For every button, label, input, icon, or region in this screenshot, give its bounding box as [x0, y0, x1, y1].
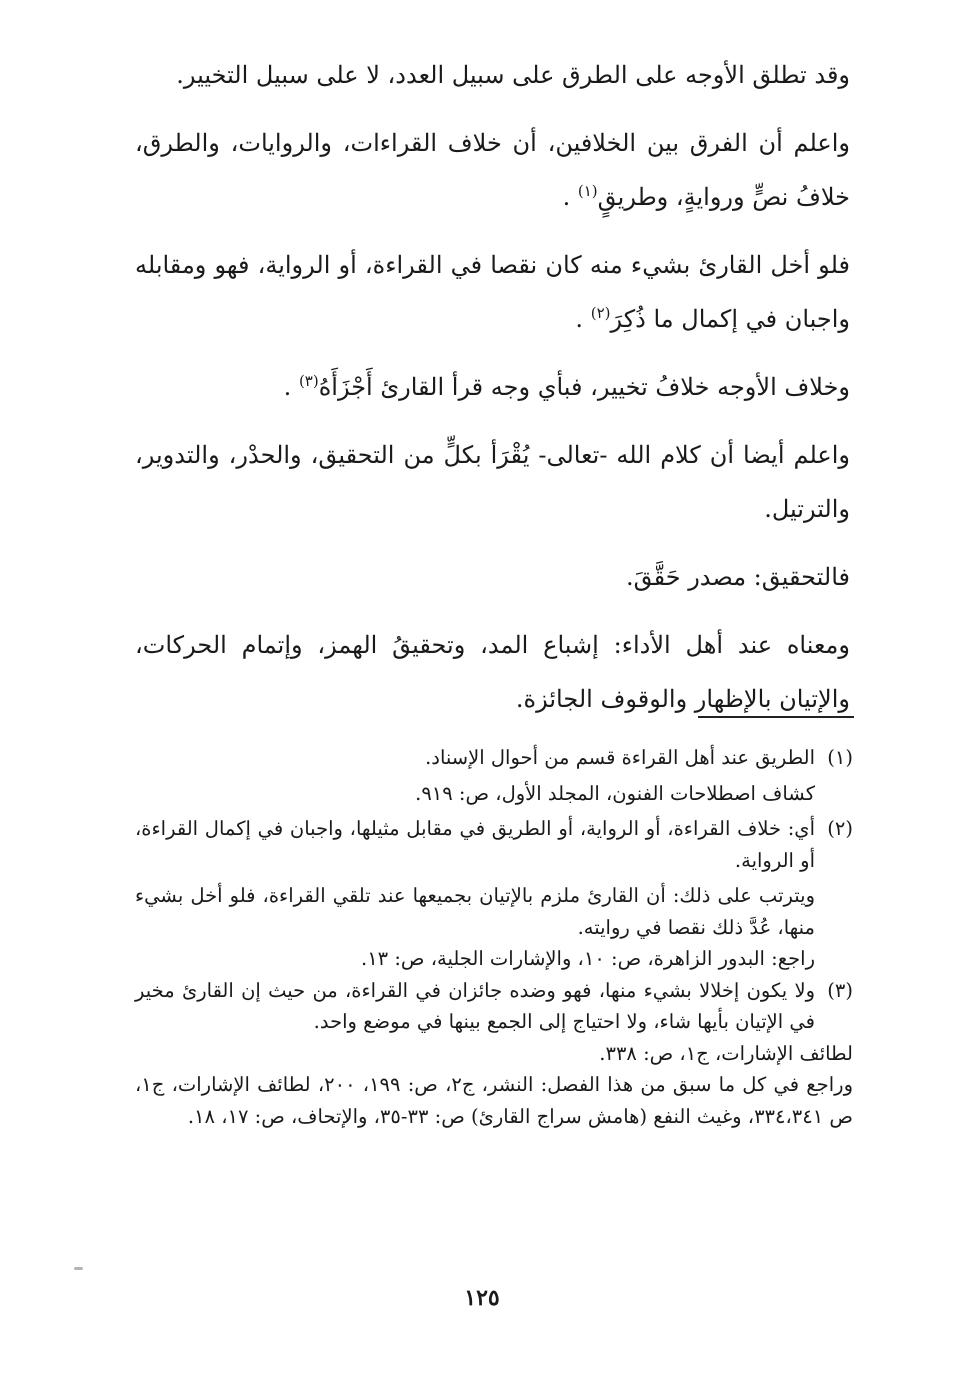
footnote-line: وراجع في كل ما سبق من هذا الفصل: النشر، ج٢، ص: ١٩٩، ٢٠٠، لطائف الإشارات، ج١، ص ٣٣٤،٣٤١، وغيث النفع (هامش سراج القارئ) ص: ٣٣-٣٥، والإتحاف، ص: ١٧، ١٨.	[135, 1073, 853, 1128]
paragraph-7: ومعناه عند أهل الأداء: إشباع المد، وتحقيقُ الهمز، وإتمام الحركات، والإتيان بالإظهار والوقوف الجائزة.	[135, 631, 851, 713]
paragraph-4: وخلاف الأوجه خلافُ تخيير، فبأي وجه قرأ القارئ أَجْزَأَهُ$^{(٣)}$ .	[283, 372, 850, 401]
footnote-number: (٢)	[827, 817, 853, 840]
scan-speck	[74, 1267, 83, 1270]
main-text	[135, 48, 850, 740]
footnote-2	[135, 813, 853, 876]
paragraph-5: واعلم أيضا أن كلام الله -تعالى- يُقْرَأ بكلٍّ من التحقيق، والحدْر، والتدوير، والترتيل.	[135, 441, 851, 523]
footnote-ref-1[interactable]: (١)	[577, 182, 598, 200]
footnote-line: راجع: البدور الزاهرة، ص: ١٠، والإشارات الجلية، ص: ١٣.	[361, 947, 815, 970]
footnote-number: (٣)	[827, 978, 853, 1002]
footnote-3	[135, 975, 853, 1038]
footnote-ref-2[interactable]: (٢)	[590, 304, 611, 322]
footnote-line: أي: خلاف القراءة، أو الرواية، أو الطريق في مقابل مثيلها، واجبان في إكمال القراءة، أو الرواية.	[135, 817, 815, 872]
footnote-number: (١)	[827, 746, 853, 769]
footnote-ref-3[interactable]: (٣)	[298, 372, 319, 390]
footnote-line: كشاف اصطلاحات الفنون، المجلد الأول، ص: ٩١٩.	[415, 781, 815, 805]
footnote-line: لطائف الإشارات، ج١، ص: ٣٣٨.	[599, 1041, 853, 1065]
paragraph-3: فلو أخل القارئ بشيء منه كان نقصا في القراءة، أو الرواية، فهو ومقابله واجبان في إكمال ما ذُكِرَ$^{(٢)}$ .	[135, 251, 850, 333]
footnote-1	[135, 742, 853, 774]
paragraph-2: واعلم أن الفرق بين الخلافين، أن خلاف القراءات، والروايات، والطرق، خلافُ نصٍّ وروايةٍ، وطريقٍ$^{(١)}$ .	[135, 129, 850, 211]
footnote-divider	[698, 716, 854, 718]
paragraph-1: وقد تطلق الأوجه على الطرق على سبيل العدد، لا على سبيل التخيير.	[176, 61, 850, 89]
footnote-line: ويترتب على ذلك: أن القارئ ملزم بالإتيان بجميعها عند تلقي القراءة، فلو أخل بشيء منها، عُدَّ ذلك نقصا في روايته.	[135, 884, 815, 939]
footnotes	[135, 742, 853, 1132]
page-number: ١٢٥	[464, 1285, 500, 1311]
footnote-line: ولا يكون إخلالا بشيء منها، فهو وضده جائزان في القراءة، من حيث إن القارئ مخير في الإتيان بأيها شاء، ولا احتياج إلى الجمع بينها في موضع واحد.	[135, 978, 815, 1033]
paragraph-6: فالتحقيق: مصدر حَقَّقَ.	[625, 563, 850, 591]
footnote-line: الطريق عند أهل القراءة قسم من أحوال الإسناد.	[425, 746, 815, 769]
